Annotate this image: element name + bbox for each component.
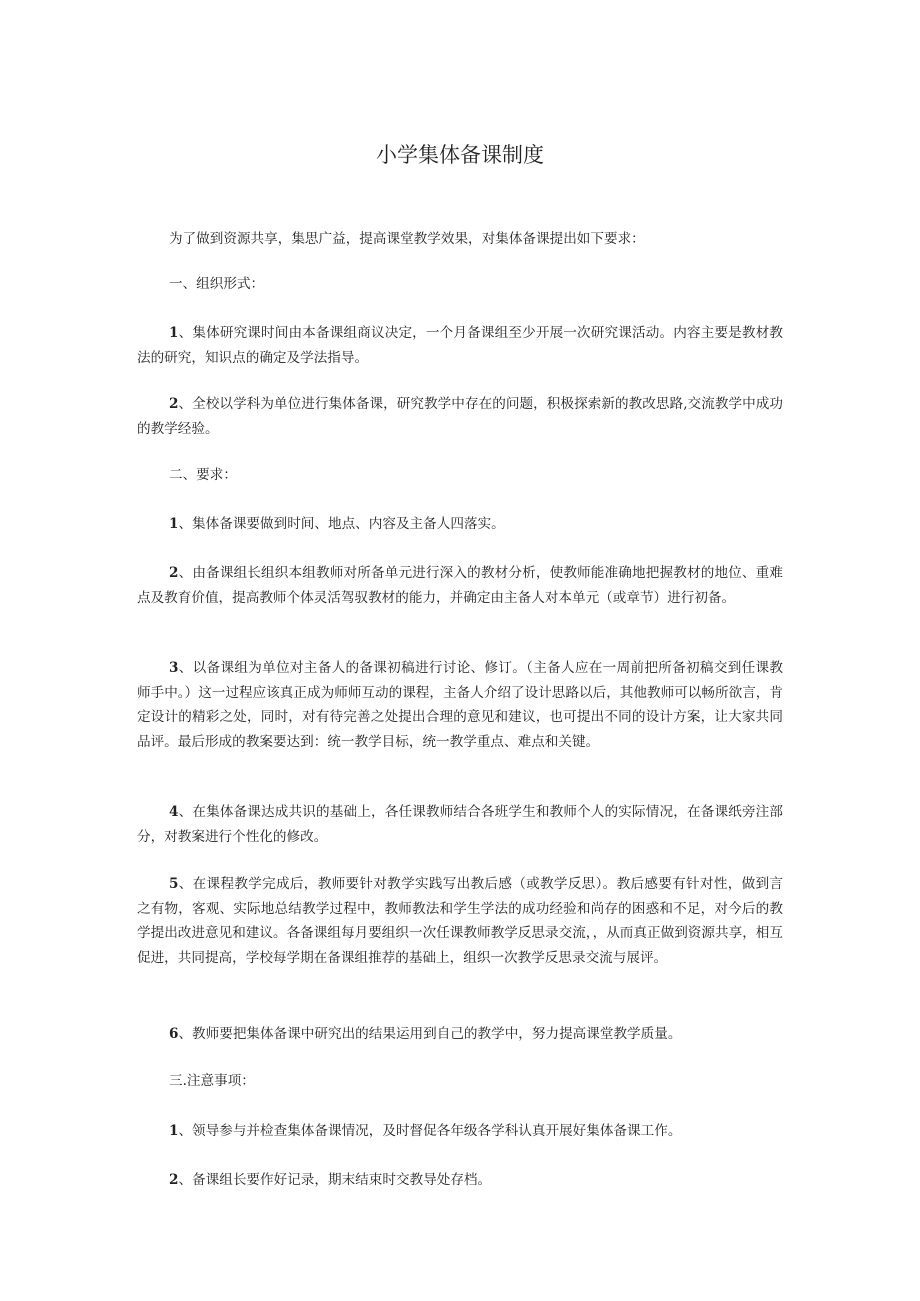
organization-item-1: [137, 321, 783, 370]
item-number: 3: [169, 660, 179, 676]
item-text: 、集体备课要做到时间、地点、内容及主备人四落实。: [178, 516, 505, 532]
notes-item-2: [137, 1168, 783, 1193]
item-text: 、在课程教学完成后，教师要针对教学实践写出教后感（或教学反思）。教后感要有针对性，做到言之有物，客观、实际地总结教学过程中，教师教法和学生学法的成功经验和尚存的困惑和不足，对今后的教学提出改进意见和建议。各备课组每月要组织一次任课教师教学反思录交流，，从而真正做到资源共享，相互促进，共同提高，学校每学期在备课组推荐的基础上，组织一次教学反思录交流与展评。: [137, 876, 783, 966]
item-number: 5: [169, 876, 179, 892]
requirements-item-5: [137, 872, 783, 970]
item-text: 、在集体备课达成共识的基础上，各任课教师结合各班学生和教师个人的实际情况，在备课纸旁注部分，对教案进行个性化的修改。: [137, 804, 783, 845]
item-number: 6: [169, 1026, 179, 1042]
section-heading-requirements: 二、要求：: [169, 467, 237, 483]
item-number: 4: [169, 804, 179, 820]
requirements-item-2: [137, 561, 783, 610]
intro-paragraph: 为了做到资源共享，集思广益，提高课堂教学效果，对集体备课提出如下要求：: [169, 231, 645, 247]
item-text: 、由备课组长组织本组教师对所备单元进行深入的教材分析，使教师能准确地把握教材的地位、重难点及教育价值，提高教师个体灵活驾驭教材的能力，并确定由主备人对本单元（或章节）进行初备。: [137, 565, 783, 606]
section-heading-notes: 三.注意事项：: [169, 1073, 255, 1089]
organization-item-2: [137, 392, 783, 441]
item-number: 2: [169, 565, 179, 581]
section-heading-organization: 一、组织形式：: [169, 276, 265, 292]
document-title: 小学集体备课制度: [376, 143, 544, 167]
requirements-item-4: [137, 800, 783, 849]
item-text: 、领导参与并检查集体备课情况，及时督促各年级各学科认真开展好集体备课工作。: [178, 1123, 682, 1139]
item-text: 、全校以学科为单位进行集体备课，研究教学中存在的问题，积极探索新的教改思路,交流教学中成功的教学经验。: [137, 396, 783, 437]
requirements-item-3: [137, 656, 783, 754]
item-number: 2: [169, 396, 179, 412]
item-text: 、集体研究课时间由本备课组商议决定，一个月备课组至少开展一次研究课活动。内容主要是教材教法的研究，知识点的确定及学法指导。: [137, 325, 783, 366]
item-text: 、教师要把集体备课中研究出的结果运用到自己的教学中，努力提高课堂教学质量。: [178, 1026, 682, 1042]
item-number: 1: [169, 516, 179, 532]
requirements-item-6: [137, 1022, 783, 1047]
notes-item-1: [137, 1119, 783, 1144]
item-number: 1: [169, 325, 179, 341]
item-number: 2: [169, 1172, 179, 1188]
item-text: 、备课组长要作好记录，期末结束时交教导处存档。: [178, 1172, 492, 1188]
requirements-item-1: [137, 512, 783, 537]
item-number: 1: [169, 1123, 179, 1139]
item-text: 、以备课组为单位对主备人的备课初稿进行讨论、修订。（主备人应在一周前把所备初稿交到任课教师手中。）这一过程应该真正成为师师互动的课程，主备人介绍了设计思路以后，其他教师可以畅所欲言，肯定设计的精彩之处，同时，对有待完善之处提出合理的意见和建议，也可提出不同的设计方案，让大家共同品评。最后形成的教案要达到：统一教学目标，统一教学重点、难点和关键。: [137, 660, 783, 750]
